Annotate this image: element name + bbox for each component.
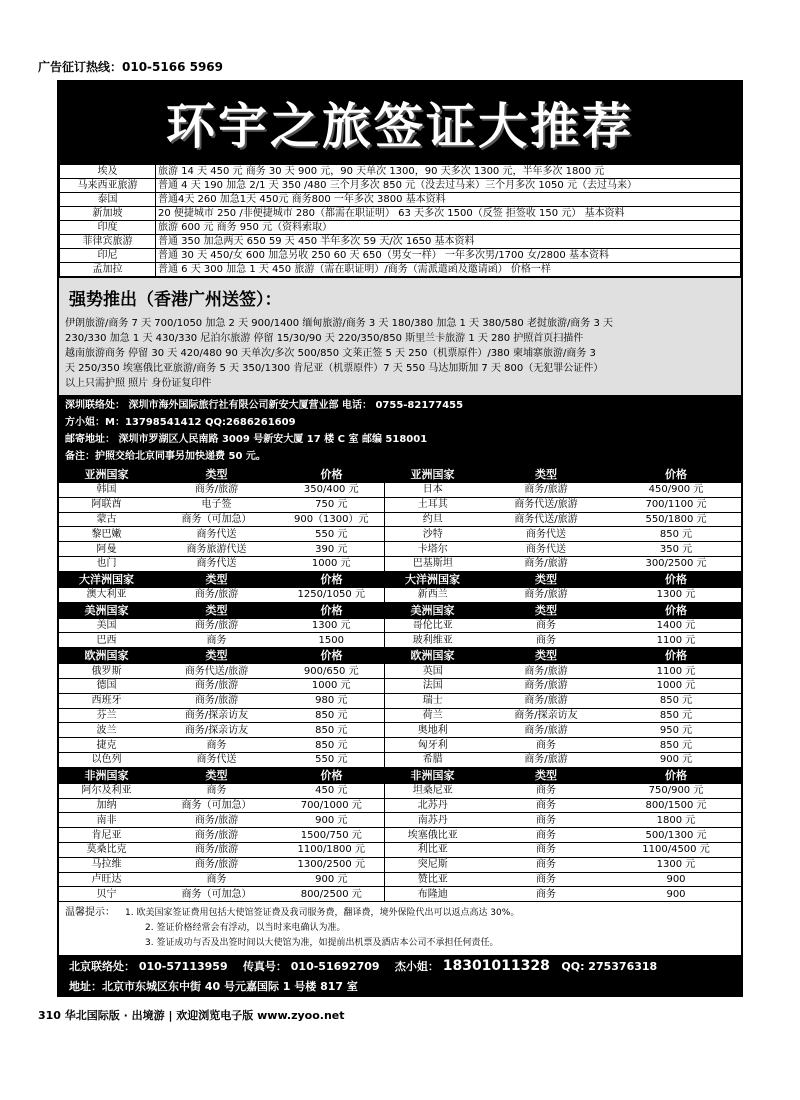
price: 900 元	[279, 813, 384, 828]
visa-row	[60, 249, 741, 263]
visa-country: 马来西亚旅游	[60, 179, 156, 193]
visa-detail: 普通 30 天 450/女 600 加急另收 250 60 天 650（男女一样） 一年多次男/1700 女/2800 基本资料	[156, 249, 741, 263]
page-footer: 310 华北国际版 · 出境游 | 欢迎浏览电子版 www.zyoo.net	[38, 1009, 345, 1022]
region-header: 亚洲国家	[59, 467, 154, 483]
country: 捷克	[59, 738, 154, 753]
price: 750 元	[279, 497, 384, 512]
country: 土耳其	[384, 497, 481, 512]
price: 450 元	[279, 783, 384, 798]
visa-type: 商务	[481, 738, 611, 753]
price: 1100 元	[611, 664, 741, 679]
bj-label: 北京联络处：	[69, 960, 135, 974]
price: 550/1800 元	[611, 512, 741, 527]
bj-fax: 010-51692709	[290, 960, 380, 974]
price-header: 价格	[611, 648, 741, 664]
note-item: 3. 签证成功与否及出签时间以大使馆为准，如提前出机票及酒店本公司不承担任何责任。	[145, 938, 499, 949]
price: 1000 元	[279, 678, 384, 693]
price: 1300 元	[279, 618, 384, 633]
price-header: 价格	[611, 467, 741, 483]
price: 1300 元	[611, 587, 741, 602]
contact-line: 深圳联络处： 深圳市海外国际旅行社有限公司新安大厦营业部 电话： 0755-82177455	[65, 400, 464, 411]
price-row	[59, 693, 741, 708]
visa-list-table	[59, 164, 741, 277]
price: 850 元	[279, 708, 384, 723]
visa-type: 商务	[481, 887, 611, 902]
price-row	[59, 872, 741, 887]
visa-country: 泰国	[60, 193, 156, 207]
price: 850 元	[611, 527, 741, 542]
notes-label: 温馨提示：	[65, 907, 115, 919]
country: 加纳	[59, 798, 154, 813]
price-row	[59, 813, 741, 828]
contact-line: 备注：护照交给北京同事另加快递费 50 元。	[65, 451, 266, 462]
push-line: 以上只需护照 照片 身份证复印件	[65, 378, 212, 389]
visa-type: 商务代送	[481, 542, 611, 557]
price: 500/1300 元	[611, 828, 741, 843]
visa-type: 商务	[481, 842, 611, 857]
price: 1300/2500 元	[279, 857, 384, 872]
visa-type: 商务	[481, 783, 611, 798]
price: 1100/4500 元	[611, 842, 741, 857]
region-header: 美洲国家	[59, 602, 154, 618]
visa-type: 商务代送	[154, 752, 279, 767]
country: 坦桑尼亚	[384, 783, 481, 798]
visa-row	[60, 207, 741, 221]
country: 日本	[384, 483, 481, 498]
price-header: 价格	[279, 602, 384, 618]
visa-type: 商务/旅游	[154, 693, 279, 708]
country: 卢旺达	[59, 872, 154, 887]
price: 1500	[279, 633, 384, 648]
visa-row	[60, 221, 741, 235]
country: 黎巴嫩	[59, 527, 154, 542]
visa-type: 商务	[481, 872, 611, 887]
visa-type: 商务	[481, 857, 611, 872]
bj-tel: 010-57113959	[138, 960, 228, 974]
visa-country: 埃及	[60, 165, 156, 179]
price: 850 元	[279, 738, 384, 753]
price-section-header	[59, 648, 741, 664]
country: 荷兰	[384, 708, 481, 723]
country: 利比亚	[384, 842, 481, 857]
price-row	[59, 887, 741, 902]
country: 巴西	[59, 633, 154, 648]
visa-type: 商务	[481, 813, 611, 828]
visa-type: 商务	[154, 738, 279, 753]
price: 950 元	[611, 723, 741, 738]
price-row	[59, 633, 741, 648]
region-header: 欧洲国家	[384, 648, 481, 664]
bj-address: 地址：北京市东城区东中街 40 号元嘉国际 1 号楼 817 室	[69, 980, 358, 994]
price-section-header	[59, 767, 741, 783]
price-row	[59, 587, 741, 602]
visa-type: 商务代送/旅游	[481, 497, 611, 512]
price: 1400 元	[611, 618, 741, 633]
price-row	[59, 483, 741, 498]
price: 700/1000 元	[279, 798, 384, 813]
region-header: 大洋洲国家	[384, 571, 481, 587]
visa-type: 商务/旅游	[481, 723, 611, 738]
country: 匈牙利	[384, 738, 481, 753]
visa-type: 商务/探亲访友	[154, 723, 279, 738]
price-row	[59, 527, 741, 542]
price: 700/1100 元	[611, 497, 741, 512]
visa-detail: 20 便捷城市 250 /非便捷城市 280（都需在职证明） 63 天多次 1500（反签 拒签收 150 元） 基本资料	[156, 207, 741, 221]
price: 980 元	[279, 693, 384, 708]
price: 300/2500 元	[611, 556, 741, 571]
visa-row	[60, 179, 741, 193]
country: 俄罗斯	[59, 664, 154, 679]
price: 900	[611, 872, 741, 887]
region-header: 非洲国家	[384, 767, 481, 783]
shenzhen-contact	[59, 395, 741, 467]
country: 卡塔尔	[384, 542, 481, 557]
country: 赞比亚	[384, 872, 481, 887]
visa-type: 商务/旅游	[154, 842, 279, 857]
price: 390 元	[279, 542, 384, 557]
visa-type: 电子签	[154, 497, 279, 512]
price: 350 元	[611, 542, 741, 557]
type-header: 类型	[154, 467, 279, 483]
price: 1000 元	[611, 678, 741, 693]
price: 900	[611, 887, 741, 902]
country: 瑞士	[384, 693, 481, 708]
country: 韩国	[59, 483, 154, 498]
visa-type: 商务	[154, 633, 279, 648]
push-line: 越南旅游商务 停留 30 天 420/480 90 天单次/多次 500/850 文莱正签 5 天 250（机票原件）/380 柬埔寨旅游/商务 3	[65, 348, 596, 359]
country: 西班牙	[59, 693, 154, 708]
visa-type: 商务（可加急）	[154, 887, 279, 902]
country: 蒙古	[59, 512, 154, 527]
price-header: 价格	[279, 571, 384, 587]
contact-line: 方小姐：M：13798541412 QQ:2686261609	[65, 417, 296, 428]
price: 450/900 元	[611, 483, 741, 498]
price-header: 价格	[611, 767, 741, 783]
price: 900 元	[611, 752, 741, 767]
price-row	[59, 618, 741, 633]
region-header: 美洲国家	[384, 602, 481, 618]
price: 900 元	[279, 872, 384, 887]
country: 芬兰	[59, 708, 154, 723]
country: 南苏丹	[384, 813, 481, 828]
price-row	[59, 738, 741, 753]
type-header: 类型	[481, 467, 611, 483]
price-row	[59, 556, 741, 571]
price-row	[59, 723, 741, 738]
price: 1300 元	[611, 857, 741, 872]
price: 550 元	[279, 527, 384, 542]
visa-country: 菲律宾旅游	[60, 235, 156, 249]
push-title: 强势推出（香港广州送签）：	[69, 290, 282, 310]
bj-mobile: 18301011328	[442, 958, 550, 975]
visa-type: 商务代送	[481, 527, 611, 542]
visa-detail: 普通 4 天 190 加急 2/1 天 350 /480 三个月多次 850 元（没去过马来）三个月多次 1050 元（去过马来）	[156, 179, 741, 193]
visa-type: 商务	[481, 798, 611, 813]
visa-type: 商务/旅游	[481, 752, 611, 767]
price: 750/900 元	[611, 783, 741, 798]
visa-detail: 普通 6 天 300 加急 1 天 450 旅游（需在职证明）/商务（需派遣函及邀请函） 价格一样	[156, 263, 741, 277]
push-line: 天 250/350 埃塞俄比亚旅游/商务 5 天 350/1300 肯尼亚（机票原件）7 天 550 马达加斯加 7 天 800（无犯罪公证件）	[65, 363, 604, 374]
price-row	[59, 664, 741, 679]
visa-type: 商务/旅游	[481, 664, 611, 679]
price: 1000 元	[279, 556, 384, 571]
country: 新西兰	[384, 587, 481, 602]
price-row	[59, 752, 741, 767]
country: 波兰	[59, 723, 154, 738]
country: 美国	[59, 618, 154, 633]
note-item: 1. 欧美国家签证费用包括大使馆签证费及我司服务费，翻译费，境外保险代出可以返点高达 30%。	[125, 908, 520, 919]
price-row	[59, 783, 741, 798]
price-row	[59, 678, 741, 693]
ad-hotline: 广告征订热线：010-5166 5969	[38, 60, 224, 74]
type-header: 类型	[154, 602, 279, 618]
type-header: 类型	[154, 767, 279, 783]
price: 1800 元	[611, 813, 741, 828]
country: 阿曼	[59, 542, 154, 557]
country: 贝宁	[59, 887, 154, 902]
visa-type: 商务代送	[154, 556, 279, 571]
price: 850 元	[611, 693, 741, 708]
price-section-header	[59, 571, 741, 587]
visa-type: 商务	[481, 633, 611, 648]
visa-type: 商务	[481, 618, 611, 633]
visa-country: 印尼	[60, 249, 156, 263]
bj-fax-label: 传真号：	[242, 960, 287, 974]
price-table	[59, 467, 741, 902]
country: 哥伦比亚	[384, 618, 481, 633]
price-header: 价格	[279, 648, 384, 664]
country: 以色列	[59, 752, 154, 767]
price-row	[59, 512, 741, 527]
country: 奥地利	[384, 723, 481, 738]
country: 阿联酋	[59, 497, 154, 512]
country: 北苏丹	[384, 798, 481, 813]
country: 阿尔及利亚	[59, 783, 154, 798]
visa-type: 商务/探亲访友	[154, 708, 279, 723]
country: 南非	[59, 813, 154, 828]
visa-type: 商务/探亲访友	[481, 708, 611, 723]
country: 布隆迪	[384, 887, 481, 902]
visa-row	[60, 165, 741, 179]
visa-type: 商务/旅游	[154, 483, 279, 498]
type-header: 类型	[481, 571, 611, 587]
price: 850 元	[611, 708, 741, 723]
country: 马拉维	[59, 857, 154, 872]
visa-type: 商务/旅游	[154, 857, 279, 872]
visa-country: 新加坡	[60, 207, 156, 221]
contact-line: 邮寄地址： 深圳市罗湖区人民南路 3009 号新安大厦 17 楼 C 室 邮编 518001	[65, 434, 428, 445]
visa-type: 商务	[154, 783, 279, 798]
visa-country: 孟加拉	[60, 263, 156, 277]
visa-detail: 旅游 600 元 商务 950 元（资料索取）	[156, 221, 741, 235]
bj-qq: QQ: 275376318	[561, 960, 658, 974]
price-row	[59, 542, 741, 557]
type-header: 类型	[481, 648, 611, 664]
price-header: 价格	[611, 571, 741, 587]
price-row	[59, 798, 741, 813]
price: 1500/750 元	[279, 828, 384, 843]
visa-type: 商务	[481, 828, 611, 843]
visa-type: 商务/旅游	[481, 693, 611, 708]
ad-frame	[57, 80, 743, 997]
type-header: 类型	[481, 602, 611, 618]
country: 澳大利亚	[59, 587, 154, 602]
price-section-header	[59, 467, 741, 483]
price-header: 价格	[611, 602, 741, 618]
visa-type: 商务代送/旅游	[154, 664, 279, 679]
visa-detail: 旅游 14 天 450 元 商务 30 天 900 元，90 天单次 1300，90 天多次 1300 元，半年多次 1800 元	[156, 165, 741, 179]
country: 约旦	[384, 512, 481, 527]
visa-type: 商务/旅游	[481, 556, 611, 571]
visa-country: 印度	[60, 221, 156, 235]
country: 希腊	[384, 752, 481, 767]
visa-type: 商务/旅游	[481, 483, 611, 498]
region-header: 亚洲国家	[384, 467, 481, 483]
visa-type: 商务（可加急）	[154, 798, 279, 813]
note-item: 2. 签证价格经常会有浮动，以当时来电确认为准。	[145, 923, 346, 934]
country: 也门	[59, 556, 154, 571]
visa-detail: 普通 350 加急两天 650 59 天 450 半年多次 59 天/次 1650 基本资料	[156, 235, 741, 249]
price-header: 价格	[279, 767, 384, 783]
price: 1100/1800 元	[279, 842, 384, 857]
country: 莫桑比克	[59, 842, 154, 857]
price: 1100 元	[611, 633, 741, 648]
price-header: 价格	[279, 467, 384, 483]
country: 沙特	[384, 527, 481, 542]
price: 850 元	[279, 723, 384, 738]
country: 英国	[384, 664, 481, 679]
push-line: 230/330 加急 1 天 430/330 尼泊尔旅游 停留 15/30/90 天 220/350/850 斯里兰卡旅游 1 天 280 护照首页扫描件	[65, 333, 584, 344]
price: 800/1500 元	[611, 798, 741, 813]
visa-type: 商务/旅游	[154, 587, 279, 602]
region-header: 大洋洲国家	[59, 571, 154, 587]
country: 玻利维亚	[384, 633, 481, 648]
visa-detail: 普通4天 260 加急1天 450元 商务800 一年多次 3800 基本资料	[156, 193, 741, 207]
notes	[59, 902, 741, 955]
visa-row	[60, 235, 741, 249]
price: 850 元	[611, 738, 741, 753]
visa-type: 商务代送	[154, 527, 279, 542]
visa-type: 商务	[154, 872, 279, 887]
visa-row	[60, 263, 741, 277]
country: 巴基斯坦	[384, 556, 481, 571]
visa-type: 商务/旅游	[154, 678, 279, 693]
country: 德国	[59, 678, 154, 693]
visa-type: 商务/旅游	[154, 813, 279, 828]
price-row	[59, 842, 741, 857]
price-section-header	[59, 602, 741, 618]
country: 肯尼亚	[59, 828, 154, 843]
visa-type: 商务代送/旅游	[481, 512, 611, 527]
ad-title: 环宇之旅签证大推荐	[59, 82, 741, 164]
visa-type: 商务/旅游	[154, 618, 279, 633]
visa-type: 商务/旅游	[154, 828, 279, 843]
price: 1250/1050 元	[279, 587, 384, 602]
price: 800/2500 元	[279, 887, 384, 902]
country: 突尼斯	[384, 857, 481, 872]
price: 550 元	[279, 752, 384, 767]
price: 900（1300）元	[279, 512, 384, 527]
region-header: 非洲国家	[59, 767, 154, 783]
price-row	[59, 857, 741, 872]
type-header: 类型	[481, 767, 611, 783]
country: 埃塞俄比亚	[384, 828, 481, 843]
type-header: 类型	[154, 571, 279, 587]
visa-type: 商务旅游代送	[154, 542, 279, 557]
visa-type: 商务（可加急）	[154, 512, 279, 527]
bj-person: 杰小姐：	[394, 960, 439, 974]
visa-type: 商务/旅游	[481, 587, 611, 602]
price-row	[59, 708, 741, 723]
price: 350/400 元	[279, 483, 384, 498]
price-row	[59, 828, 741, 843]
push-line: 伊朗旅游/商务 7 天 700/1050 加急 2 天 900/1400 缅甸旅游/商务 3 天 180/380 加急 1 天 380/580 老挝旅游/商务 3 天	[65, 318, 614, 329]
country: 法国	[384, 678, 481, 693]
price: 900/650 元	[279, 664, 384, 679]
visa-type: 商务/旅游	[481, 678, 611, 693]
price-row	[59, 497, 741, 512]
beijing-contact	[59, 955, 741, 997]
hk-gz-section	[59, 277, 741, 395]
region-header: 欧洲国家	[59, 648, 154, 664]
visa-row	[60, 193, 741, 207]
type-header: 类型	[154, 648, 279, 664]
